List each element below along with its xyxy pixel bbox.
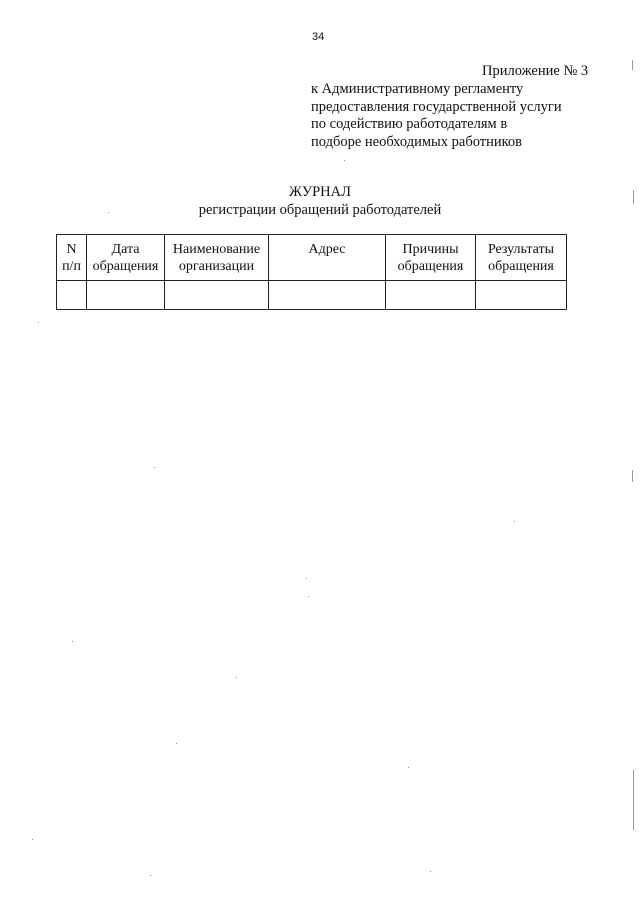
appendix-reference <box>311 81 562 151</box>
table-cell <box>57 281 87 310</box>
table-cell <box>269 281 386 310</box>
appendix-line: подборе необходимых работников <box>311 133 523 150</box>
column-header-line: Результаты <box>487 242 555 257</box>
scan-speck <box>236 677 237 678</box>
scan-edge-mark <box>632 60 633 70</box>
scan-speck <box>176 743 177 744</box>
table-cell <box>165 281 269 310</box>
column-header-line: обращения <box>397 259 464 274</box>
scan-speck <box>72 641 73 642</box>
column-header-line: Причины <box>402 242 459 257</box>
column-header-address <box>269 235 386 281</box>
table-header-row <box>57 235 567 281</box>
column-header-line: Дата <box>111 242 140 257</box>
scan-speck <box>154 467 155 468</box>
registration-table <box>56 234 567 310</box>
appendix-line: к Административному регламенту <box>311 81 524 97</box>
column-header-line: N <box>66 242 77 257</box>
scan-speck <box>408 767 409 768</box>
scan-speck <box>32 839 33 840</box>
scan-speck <box>150 875 151 876</box>
scan-speck <box>344 160 345 161</box>
column-header-reasons <box>386 235 476 281</box>
column-header-line: организации <box>178 259 255 274</box>
page-number: 34 <box>312 31 325 43</box>
journal-title: ЖУРНАЛ <box>289 184 351 200</box>
column-header-line: п/п <box>62 259 81 274</box>
column-header-line: обращения <box>488 259 554 274</box>
table-cell <box>386 281 476 310</box>
scan-speck <box>108 212 109 213</box>
appendix-title: Приложение № 3 <box>482 63 589 79</box>
scan-edge-mark <box>632 470 633 482</box>
scan-speck <box>308 596 309 597</box>
scan-speck <box>514 521 515 522</box>
scan-speck <box>306 578 307 579</box>
table-cell <box>476 281 567 310</box>
journal-subtitle: регистрации обращений работодателей <box>198 202 442 218</box>
column-header-number <box>57 235 87 281</box>
scan-speck <box>430 871 431 872</box>
table-row <box>57 281 567 310</box>
column-header-line: обращения <box>92 259 159 274</box>
scan-edge-mark <box>633 770 634 830</box>
appendix-line: по содействию работодателям в <box>311 116 508 132</box>
table-cell <box>87 281 165 310</box>
appendix-line: предоставления государственной услуги <box>311 98 562 115</box>
column-header-organization <box>165 235 269 281</box>
column-header-date <box>87 235 165 281</box>
scan-speck <box>38 322 39 323</box>
column-header-line: Адрес <box>308 242 346 257</box>
column-header-results <box>476 235 567 281</box>
column-header-line: Наименование <box>172 242 261 257</box>
scan-edge-mark <box>633 190 634 204</box>
